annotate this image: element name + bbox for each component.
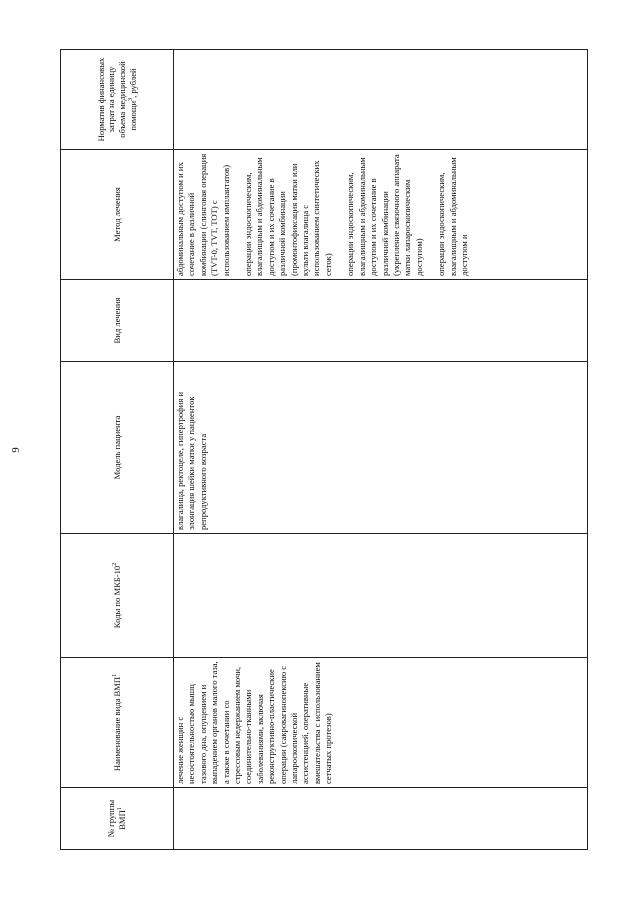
header-group-no: № группы ВМП$^1$: [61, 788, 174, 850]
cell-treatment-type: [174, 280, 588, 362]
table-header-row: [61, 50, 174, 850]
header-vmp-name: Наименование вида ВМП$^1$: [61, 658, 174, 788]
method-item: операции эндоскопическим, влагалищным и абдоминальным доступом и их сочетание в различной комбинации (укрепление связочного аппарата матки лапароскопическим доступом): [345, 154, 424, 276]
header-patient-model: Модель пациента: [61, 362, 174, 534]
method-item: абдоминальным доступом и их сочетание в различной комбинации (слинговая операция (TVT-0, TVT, TOT) с использованием имплантатов): [175, 153, 231, 276]
cell-mkb-codes: [174, 534, 588, 658]
cell-patient-model: влагалища, ректоцеле, гипертрофия и элонгация шейки матки у пациенток репродуктивного возраста: [174, 362, 588, 534]
header-mkb-codes: Коды по МКБ-$10^2$: [61, 534, 174, 658]
method-item: операции эндоскопическим, влагалищным и абдоминальным доступом и: [436, 157, 469, 276]
cell-treatment-method: [174, 150, 588, 280]
header-treatment-method: Метод лечения: [61, 150, 174, 280]
cell-vmp-name: лечение женщин с несостоятельностью мышц тазового дна, опущением и выпадением органов малого таза, а также в сочетании со стрессовым недержанием мочи, соединительно-тканными заболеваниями, включая реконструктивно-пластические операции (сакровагинопексию с лапароскопической ассистенцией, оперативные вмешательства с использованием сетчатых протезов): [174, 658, 588, 788]
header-norm: Норматив финансовых затрат на единицу объема медицинской помощи$^3$, рублей: [61, 50, 174, 150]
cell-group-no: [174, 788, 588, 850]
page-number: 9: [10, 447, 22, 453]
table-row: [174, 50, 588, 850]
cell-norm: [174, 50, 588, 150]
vmp-table: [60, 49, 588, 850]
method-item: операции эндоскопическим, влагалищным и абдоминальным доступом и их сочетание в различной комбинации (промонтофиксация матки или культи влагалища с использованием синтетических сеток): [243, 157, 333, 276]
header-treatment-type: Вид лечения: [61, 280, 174, 362]
